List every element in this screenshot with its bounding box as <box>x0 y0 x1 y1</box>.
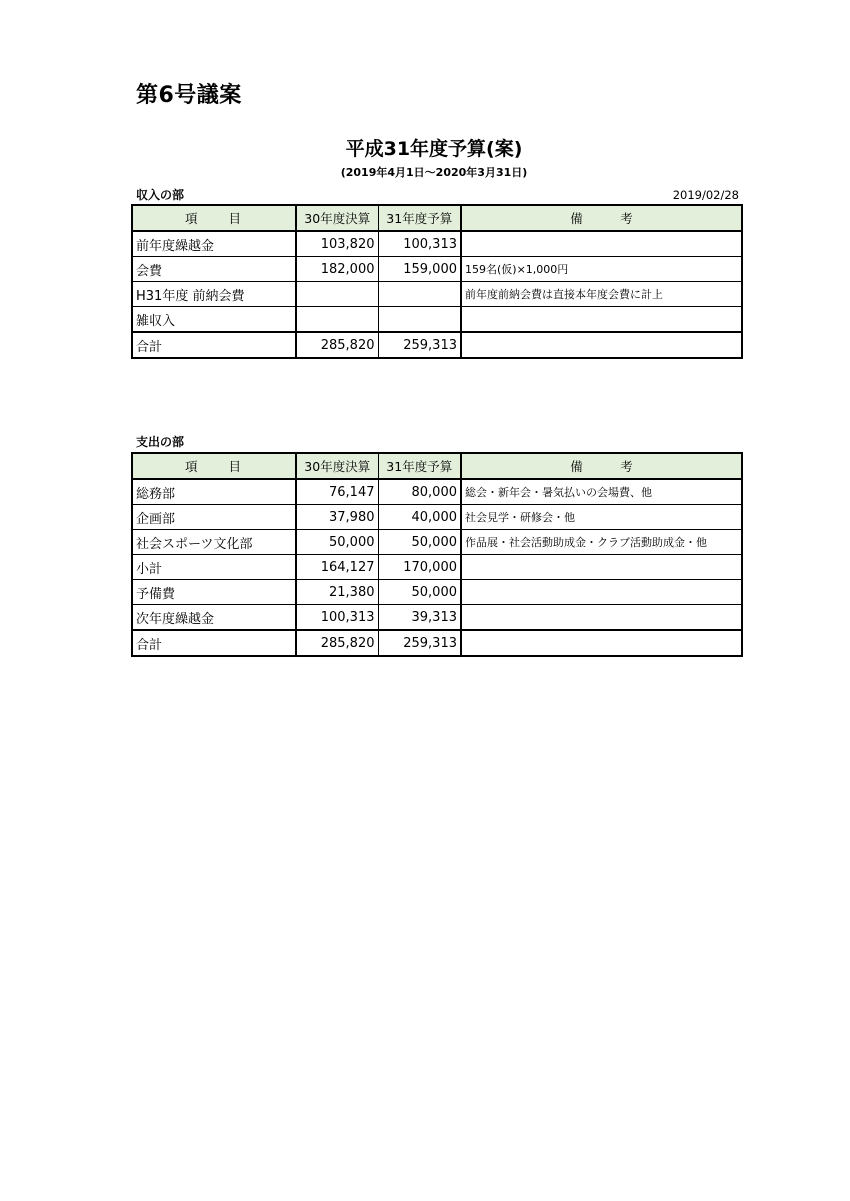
row-note: 前年度前納会費は直接本年度会費に計上 <box>461 282 742 307</box>
row-item: 前年度繰越金 <box>132 231 296 257</box>
column-header-note: 備 考 <box>461 205 742 231</box>
agenda-number: 第6号議案 <box>136 83 242 108</box>
table-row <box>132 257 742 282</box>
row-item: 会費 <box>132 257 296 282</box>
row-item: 小計 <box>132 555 296 580</box>
page-title: 平成31年度予算(案) <box>345 138 523 160</box>
table-row <box>132 282 742 307</box>
total-prev-value: 285,820 <box>296 332 378 358</box>
table-header-row <box>132 453 742 479</box>
table-row <box>132 555 742 580</box>
expense-section-label: 支出の部 <box>136 435 185 449</box>
fiscal-period: (2019年4月1日～2020年3月31日) <box>340 166 528 179</box>
row-curr-value: 170,000 <box>378 555 461 580</box>
row-curr-value: 50,000 <box>378 530 461 555</box>
column-header-note: 備 考 <box>461 453 742 479</box>
total-curr-value: 259,313 <box>378 630 461 656</box>
row-note: 作品展・社会活動助成金・クラブ活動助成金・他 <box>461 530 742 555</box>
column-header-item: 項 目 <box>132 205 296 231</box>
row-prev-value: 100,313 <box>296 605 378 631</box>
column-header-prev-settlement: 30年度決算 <box>296 205 378 231</box>
column-header-curr-budget: 31年度予算 <box>378 453 461 479</box>
table-row <box>132 505 742 530</box>
column-header-item: 項 目 <box>132 453 296 479</box>
row-note <box>461 307 742 333</box>
row-prev-value: 164,127 <box>296 555 378 580</box>
row-item: 総務部 <box>132 479 296 505</box>
row-prev-value: 182,000 <box>296 257 378 282</box>
row-note <box>461 605 742 631</box>
row-item: 企画部 <box>132 505 296 530</box>
row-item: 社会スポーツ文化部 <box>132 530 296 555</box>
total-row <box>132 630 742 656</box>
row-item: H31年度 前納会費 <box>132 282 296 307</box>
row-note: 総会・新年会・暑気払いの会場費、他 <box>461 479 742 505</box>
table-row <box>132 231 742 257</box>
row-prev-value: 21,380 <box>296 580 378 605</box>
total-note <box>461 630 742 656</box>
table-row <box>132 479 742 505</box>
row-note <box>461 231 742 257</box>
expense-table <box>131 452 743 657</box>
income-section-label: 収入の部 <box>136 188 185 202</box>
row-curr-value: 50,000 <box>378 580 461 605</box>
total-note <box>461 332 742 358</box>
row-curr-value <box>378 307 461 333</box>
table-header-row <box>132 205 742 231</box>
row-prev-value: 50,000 <box>296 530 378 555</box>
row-item: 次年度繰越金 <box>132 605 296 631</box>
table-row <box>132 530 742 555</box>
table-row <box>132 605 742 631</box>
row-prev-value: 76,147 <box>296 479 378 505</box>
row-note: 159名(仮)×1,000円 <box>461 257 742 282</box>
row-prev-value <box>296 307 378 333</box>
row-curr-value <box>378 282 461 307</box>
total-prev-value: 285,820 <box>296 630 378 656</box>
row-prev-value <box>296 282 378 307</box>
column-header-curr-budget: 31年度予算 <box>378 205 461 231</box>
row-prev-value: 103,820 <box>296 231 378 257</box>
column-header-prev-settlement: 30年度決算 <box>296 453 378 479</box>
row-note <box>461 555 742 580</box>
row-item: 雑収入 <box>132 307 296 333</box>
table-row <box>132 580 742 605</box>
total-row <box>132 332 742 358</box>
row-note: 社会見学・研修会・他 <box>461 505 742 530</box>
income-table <box>131 204 743 359</box>
document-date: 2019/02/28 <box>672 188 739 202</box>
row-curr-value: 80,000 <box>378 479 461 505</box>
row-prev-value: 37,980 <box>296 505 378 530</box>
row-curr-value: 40,000 <box>378 505 461 530</box>
table-row <box>132 307 742 333</box>
row-curr-value: 39,313 <box>378 605 461 631</box>
total-label: 合計 <box>132 332 296 358</box>
total-label: 合計 <box>132 630 296 656</box>
row-item: 予備費 <box>132 580 296 605</box>
row-note <box>461 580 742 605</box>
total-curr-value: 259,313 <box>378 332 461 358</box>
row-curr-value: 100,313 <box>378 231 461 257</box>
row-curr-value: 159,000 <box>378 257 461 282</box>
